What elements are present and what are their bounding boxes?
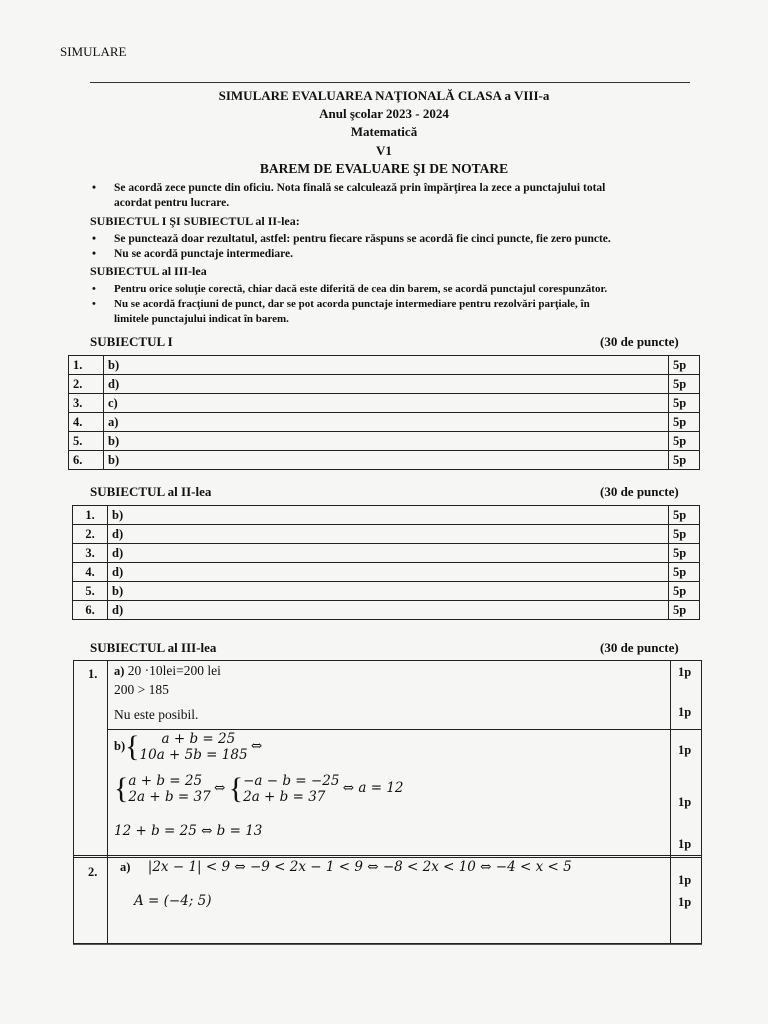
column-divider — [107, 661, 108, 943]
system-bottom: 2a + b = 37 — [128, 789, 211, 805]
bottom-rule — [73, 944, 702, 945]
table-row — [73, 525, 700, 544]
bullet-icon: • — [92, 283, 96, 295]
row-number: 2. — [73, 525, 108, 544]
row-score: 5p — [669, 525, 700, 544]
problem2-point: 1p — [678, 895, 692, 909]
section2-table — [72, 505, 700, 620]
row-number: 4. — [73, 563, 108, 582]
table-row — [69, 375, 700, 394]
problem1a-label: a) — [114, 664, 125, 678]
problem1a-line1 — [114, 663, 221, 679]
rule-s3-item — [92, 283, 607, 295]
row-score: 5p — [669, 582, 700, 601]
iff-symbol: ⇔ — [214, 780, 226, 797]
table-row — [69, 394, 700, 413]
system-top: a + b = 25 — [161, 731, 236, 747]
problem1-number: 1. — [88, 667, 98, 681]
row-score: 5p — [669, 375, 700, 394]
rules-s12-heading: SUBIECTUL I ŞI SUBIECTUL al II-lea: — [90, 214, 300, 228]
problem1a-line2: 200 > 185 — [114, 682, 169, 697]
row-divider — [74, 857, 701, 858]
section2-title: SUBIECTUL al II-lea — [90, 484, 212, 499]
subject-name: Matematică — [350, 124, 418, 139]
row-score: 5p — [669, 413, 700, 432]
table-row — [73, 506, 700, 525]
section2-points: (30 de puncte) — [600, 484, 679, 499]
system-top: −a − b = −25 — [243, 773, 340, 789]
rule-s3-item-text: Nu se acordă fracţiuni de punct, dar se pot acorda punctaje intermediare pentru rezolvări parţiale, în — [114, 298, 590, 310]
rule-general-line1: Se acordă zece puncte din oficiu. Nota finală se calculează prin împărţirea la zece a punctajului total — [114, 182, 606, 194]
row-score: 5p — [669, 601, 700, 620]
top-rule — [90, 82, 690, 83]
row-answer: b) — [104, 451, 669, 470]
row-score: 5p — [669, 563, 700, 582]
row-answer: b) — [108, 506, 669, 525]
row-number: 3. — [69, 394, 104, 413]
problem1b-line2 — [114, 773, 404, 805]
row-score: 5p — [669, 432, 700, 451]
row-number: 5. — [69, 432, 104, 451]
bullet-icon: • — [92, 248, 97, 260]
row-score: 5p — [669, 506, 700, 525]
problem1-point: 1p — [678, 795, 692, 809]
problem1b-result: ⇔ a = 12 — [342, 780, 404, 797]
table-row — [69, 356, 700, 375]
row-answer: d) — [104, 375, 669, 394]
row-divider — [74, 855, 701, 856]
row-answer: a) — [104, 413, 669, 432]
row-score: 5p — [669, 356, 700, 375]
rule-s3-item — [92, 298, 590, 310]
row-answer: d) — [108, 563, 669, 582]
row-number: 6. — [73, 601, 108, 620]
row-divider — [107, 729, 701, 730]
row-number: 1. — [73, 506, 108, 525]
rule-s3-item-cont: limitele punctajului indicat în barem. — [114, 313, 289, 325]
rule-s12-item — [92, 233, 611, 245]
equation-system — [140, 731, 248, 763]
row-number: 4. — [69, 413, 104, 432]
row-answer: d) — [108, 525, 669, 544]
column-divider — [670, 661, 671, 943]
rule-s12-item-text: Se punctează doar rezultatul, astfel: pentru fiecare răspuns se acordă fie cinci puncte, fie zero puncte. — [114, 233, 611, 245]
problem2a-solution: |2x − 1| < 9 ⇔ −9 < 2x − 1 < 9 ⇔ −8 < 2x < 10 ⇔ −4 < x < 5 — [147, 859, 572, 875]
row-score: 5p — [669, 451, 700, 470]
problem2-point: 1p — [678, 873, 692, 887]
row-answer: d) — [108, 601, 669, 620]
problem2-number: 2. — [88, 865, 98, 879]
bullet-icon: • — [92, 298, 96, 310]
section3-title: SUBIECTUL al III-lea — [90, 640, 217, 655]
system-bottom: 2a + b = 37 — [243, 789, 326, 805]
doc-title: SIMULARE EVALUAREA NAŢIONALĂ CLASA a VIII-a — [218, 88, 550, 103]
problem1-point: 1p — [678, 837, 692, 851]
equation-system — [128, 773, 210, 805]
table-row — [73, 582, 700, 601]
problem1a-calc: 20 ·10lei=200 lei — [127, 663, 221, 678]
rule-s12-item-text: Nu se acordă punctaje intermediare. — [114, 248, 293, 260]
section1-points: (30 de puncte) — [600, 334, 679, 349]
bullet-icon: • — [92, 233, 97, 245]
row-number: 2. — [69, 375, 104, 394]
problem2a-line1 — [120, 859, 572, 875]
brace-icon: { — [228, 772, 244, 805]
row-score: 5p — [669, 394, 700, 413]
system-bottom: 10a + 5b = 185 — [139, 747, 248, 763]
problem1a-line3: Nu este posibil. — [114, 707, 199, 722]
row-answer: b) — [104, 356, 669, 375]
row-answer: b) — [108, 582, 669, 601]
problem1b-line1 — [114, 731, 262, 763]
problem2a-label: a) — [120, 860, 131, 874]
section3-points: (30 de puncte) — [600, 640, 679, 655]
brace-icon: { — [114, 772, 129, 805]
problem1b-line3: 12 + b = 25 ⇔ b = 13 — [114, 823, 263, 839]
rule-s3-item-text: Pentru orice soluţie corectă, chiar dacă este diferită de cea din barem, se acordă punctajul corespunzător. — [114, 283, 608, 295]
brace-icon: { — [125, 730, 140, 763]
problem1-point: 1p — [678, 743, 692, 757]
variant: V1 — [376, 143, 392, 158]
table-row — [69, 451, 700, 470]
row-number: 1. — [69, 356, 104, 375]
school-year: Anul şcolar 2023 - 2024 — [319, 106, 449, 121]
rules-s3-heading: SUBIECTUL al III-lea — [90, 264, 207, 278]
table-row — [73, 544, 700, 563]
table-row — [69, 413, 700, 432]
system-top: a + b = 25 — [128, 773, 203, 789]
row-answer: d) — [108, 544, 669, 563]
section1-table — [68, 355, 700, 470]
row-answer: b) — [104, 432, 669, 451]
rule-s12-item — [92, 248, 293, 260]
section3-table — [73, 660, 702, 944]
problem2a-line2: A = (−4; 5) — [134, 893, 212, 909]
section1-title: SUBIECTUL I — [90, 334, 173, 349]
row-number: 6. — [69, 451, 104, 470]
row-number: 3. — [73, 544, 108, 563]
bullet-icon: • — [92, 182, 97, 194]
header-label: SIMULARE — [60, 44, 127, 59]
table-row — [69, 432, 700, 451]
row-answer: c) — [104, 394, 669, 413]
barem-heading: BAREM DE EVALUARE ŞI DE NOTARE — [259, 161, 509, 176]
iff-symbol: ⇔ — [250, 738, 263, 755]
rule-general — [92, 182, 605, 194]
equation-system — [243, 773, 339, 805]
row-score: 5p — [669, 544, 700, 563]
problem1-point: 1p — [678, 705, 692, 719]
rule-general-line2: acordat pentru lucrare. — [114, 197, 230, 209]
table-row — [73, 563, 700, 582]
row-number: 5. — [73, 582, 108, 601]
problem1-point: 1p — [678, 665, 692, 679]
problem1b-label: b) — [114, 739, 126, 754]
table-row — [73, 601, 700, 620]
